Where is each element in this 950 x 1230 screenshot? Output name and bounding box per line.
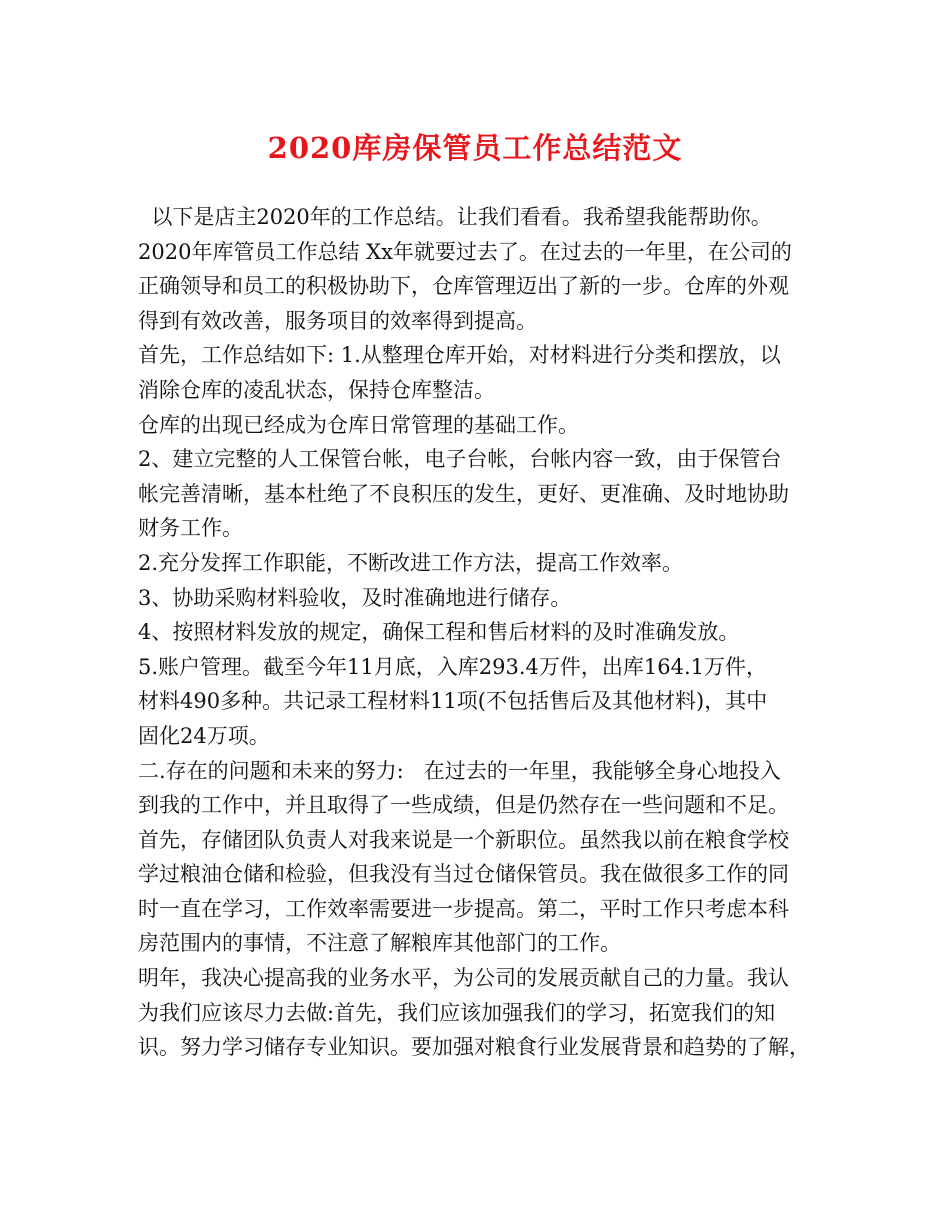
text-line: 消除仓库的凌乱状态，保持仓库整洁。 [138,377,495,402]
text-line: 学过粮油仓储和检验，但我没有当过仓储保管员。我在做很多工作的同 [138,862,789,887]
text-line: 5.账户管理。截至今年11月底，入库293.4万件，出库164.1万件， [138,654,767,679]
text-line: 房范围内的事情，不注意了解粮库其他部门的工作。 [138,931,621,956]
text-line: 4、按照材料发放的规定，确保工程和售后材料的及时准确发放。 [138,620,740,645]
text-line: 得到有效改善，服务项目的效率得到提高。 [138,308,537,333]
text-line: 帐完善清晰，基本杜绝了不良积压的发生，更好、更准确、及时地协助 [138,481,789,506]
text-line: 时一直在学习，工作效率需要进一步提高。第二，平时工作只考虑本科 [138,896,789,921]
text-line: 固化24万项。 [138,723,270,748]
text-line: 到我的工作中，并且取得了一些成绩，但是仍然存在一些问题和不足。 [138,793,789,818]
document-body [138,200,828,1065]
text-line: 正确领导和员工的积极协助下，仓库管理迈出了新的一步。仓库的外观 [138,274,789,299]
text-line: 明年，我决心提高我的业务水平，为公司的发展贡献自己的力量。我认 [138,966,789,991]
text-line: 以下是店主2020年的工作总结。让我们看看。我希望我能帮助你。 [138,205,772,229]
text-line: 首先，工作总结如下: 1.从整理仓库开始，对材料进行分类和摆放，以 [138,343,781,368]
text-line: 识。努力学习储存专业知识。要加强对粮食行业发展背景和趋势的了解， [138,1035,810,1060]
text-line: 为我们应该尽力去做:首先，我们应该加强我们的学习，拓宽我们的知 [138,1000,776,1025]
text-line: 二.存在的问题和未来的努力: 在过去的一年里，我能够全身心地投入 [138,758,781,783]
text-line: 首先，存储团队负责人对我来说是一个新职位。虽然我以前在粮食学校 [138,827,789,852]
text-line: 2、建立完整的人工保管台帐，电子台帐，台帐内容一致，由于保管台 [138,447,782,472]
text-line: 2020年库管员工作总结 Xx年就要过去了。在过去的一年里，在公司的 [138,239,792,264]
text-line: 材料490多种。共记录工程材料11项(不包括售后及其他材料)，其中 [138,689,768,714]
text-line: 财务工作。 [138,516,243,541]
text-line: 2.充分发挥工作职能，不断改进工作方法，提高工作效率。 [138,550,684,575]
text-line: 仓库的出现已经成为仓库日常管理的基础工作。 [138,412,579,437]
document-title: 2020库房保管员工作总结范文 [267,131,683,165]
text-line: 3、协助采购材料验收，及时准确地进行储存。 [138,585,572,610]
